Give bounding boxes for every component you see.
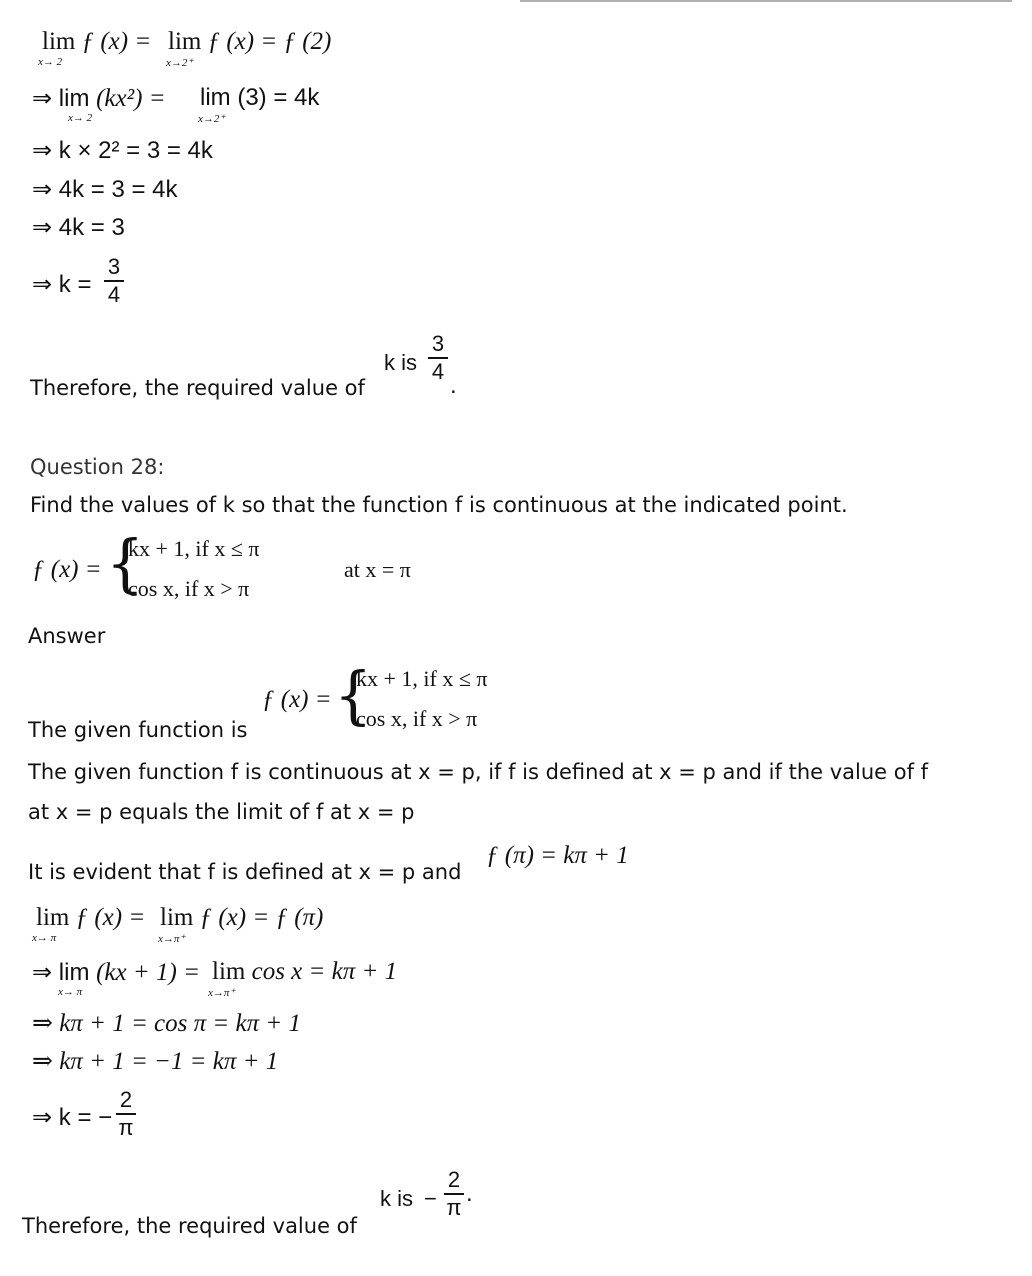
denominator: π (118, 1115, 134, 1140)
lim-word: lim (36, 904, 70, 931)
given-text: The given function is (28, 718, 248, 742)
numerator: 3 (107, 254, 121, 279)
evident-text: It is evident that f is defined at x = p and (28, 860, 462, 884)
lim-subscript: x→π⁺ (208, 987, 236, 999)
answer-label: Answer (28, 624, 106, 648)
lim-subscript: x→2⁺ (166, 57, 194, 69)
eq-text: ƒ (x) = ƒ (2) (207, 28, 332, 55)
question-statement: Find the values of k so that the function f is continuous at the indicated point. (30, 493, 848, 517)
brace-icon: { (334, 659, 373, 733)
evident-expr: ƒ (π) = kπ + 1 (486, 842, 629, 869)
case-1: kx + 1, if x ≤ π (356, 666, 488, 691)
fraction-3-4 (428, 332, 448, 384)
eq-line-5: ⇒ k = − (32, 1104, 113, 1131)
eq-text: (kx + 1) = (96, 959, 200, 986)
eq-line-3: ⇒ k × 2² = 3 = 4k (32, 137, 213, 164)
lim-subscript: x→ 2 (38, 56, 63, 68)
function-lhs: ƒ (x) = (262, 686, 332, 713)
lim-word: lim (168, 28, 202, 55)
paragraph-line-2: at x = p equals the limit of f at x = p (28, 800, 415, 824)
lim-word: lim (212, 958, 246, 985)
eq-text: ƒ (x) = ƒ (π) (199, 904, 324, 931)
case-2: cos x, if x > π (128, 576, 250, 601)
eq-line-2b (200, 84, 319, 112)
denominator: 4 (107, 282, 121, 307)
fraction-2-pi (444, 1168, 464, 1220)
eq-text: ƒ (x) = (75, 904, 146, 931)
function-lhs: ƒ (x) = (32, 556, 102, 583)
period: . (466, 1180, 473, 1207)
eq-text: cos x = kπ + 1 (251, 958, 398, 985)
period: . (450, 372, 457, 399)
lim-word: lim (42, 28, 76, 55)
lim-word: lim (58, 959, 90, 986)
brace-icon: { (106, 527, 145, 601)
lim-subscript: x→ π (32, 932, 57, 944)
indicated-point: at x = π (344, 557, 411, 582)
lim-subscript: x→ π (58, 986, 83, 998)
implies-arrow: ⇒ (32, 85, 53, 112)
eq-line-2b (212, 958, 397, 986)
lim-subscript: x→2⁺ (198, 113, 226, 125)
paragraph-line-1: The given function f is continuous at x = p, if f is defined at x = p and if the value of f (28, 760, 929, 784)
eq-line-1 (36, 904, 145, 932)
lim-word: lim (200, 84, 231, 111)
minus-sign: − (424, 1186, 437, 1211)
conclusion-text: Therefore, the required value of (22, 1214, 357, 1238)
eq-line-1b (160, 904, 323, 932)
conclusion-k: k is (380, 1186, 413, 1211)
numerator: 2 (119, 1087, 133, 1112)
denominator: π (446, 1195, 462, 1220)
case-2: cos x, if x > π (356, 706, 478, 731)
eq-line-4: ⇒ kπ + 1 = −1 = kπ + 1 (32, 1048, 279, 1075)
eq-text: ƒ (x) = (81, 28, 152, 55)
eq-line-1 (42, 28, 151, 56)
eq-text: (kx²) = (96, 85, 166, 112)
eq-line-6: ⇒ k = (32, 271, 92, 298)
eq-line-3: ⇒ kπ + 1 = cos π = kπ + 1 (32, 1010, 302, 1037)
case-1: kx + 1, if x ≤ π (128, 536, 260, 561)
eq-line-2 (32, 958, 200, 987)
eq-line-1b (168, 28, 331, 56)
eq-text: (3) = 4k (237, 84, 320, 111)
lim-word: lim (58, 85, 90, 112)
eq-line-5: ⇒ 4k = 3 (32, 214, 125, 241)
fraction-2-pi (116, 1088, 136, 1140)
eq-line-4: ⇒ 4k = 3 = 4k (32, 176, 178, 203)
lim-subscript: x→ 2 (68, 112, 93, 124)
question-heading: Question 28: (30, 455, 165, 479)
lim-subscript: x→π⁺ (158, 933, 186, 945)
denominator: 4 (431, 359, 445, 384)
eq-line-2 (32, 84, 166, 113)
conclusion-text: Therefore, the required value of (30, 376, 365, 400)
numerator: 2 (447, 1167, 461, 1192)
conclusion-k: k is (384, 350, 417, 375)
implies-arrow: ⇒ (32, 959, 53, 986)
fraction-3-4 (104, 255, 124, 307)
numerator: 3 (431, 331, 445, 356)
lim-word: lim (160, 904, 194, 931)
top-divider (520, 0, 1012, 2)
